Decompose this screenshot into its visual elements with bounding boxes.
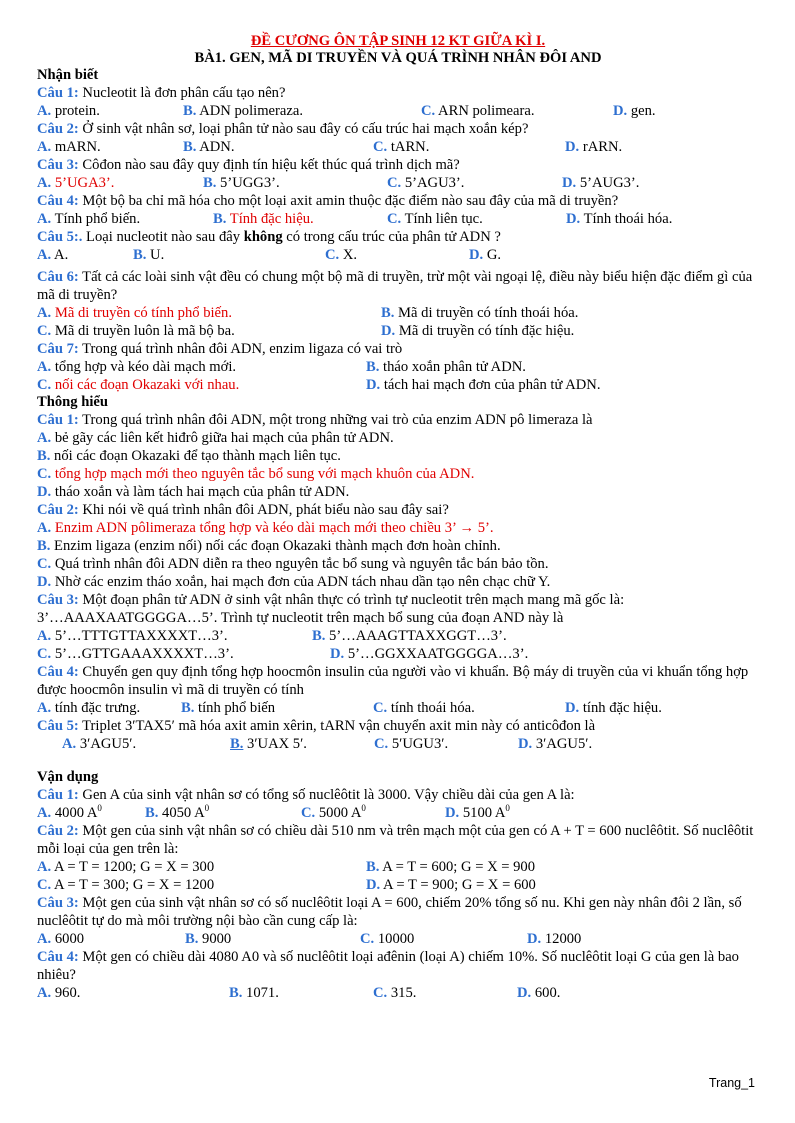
answer-text: 12000 [541, 931, 582, 947]
answer-text: 10000 [374, 931, 415, 947]
answers-vd-2-row2 [37, 876, 759, 894]
answer-text: nối các đoạn Okazaki để tạo thành mạch liên tục. [50, 448, 341, 464]
answer-letter: B. [133, 247, 147, 263]
answer-letter: C. [360, 931, 375, 947]
question-th-5 [37, 717, 759, 735]
answers-nb-6-row1 [37, 304, 759, 322]
question-th-1 [37, 411, 759, 429]
answer-text: 9000 [198, 931, 232, 947]
answer-d [469, 246, 501, 264]
answer-text: 5’AGU3’. [401, 175, 465, 191]
answer-c [325, 246, 469, 264]
answer-d [518, 735, 592, 753]
answer-text: Mã di truyền có tính đặc hiệu. [395, 323, 575, 339]
question-label: Câu 1: [37, 787, 79, 803]
answer-letter: B. [366, 359, 380, 375]
answers-nb-4 [37, 210, 759, 228]
answer-letter: A. [37, 139, 52, 155]
answer-letter: B. [185, 931, 199, 947]
question-label: Câu 5: [37, 718, 79, 734]
question-vd-3 [37, 894, 759, 930]
question-nb-4 [37, 192, 759, 210]
answer-text: 315. [387, 985, 417, 1001]
answer-text: A = T = 900; G = X = 600 [380, 877, 536, 893]
answer-text: Enzim ADN pôlimeraza tổng hợp và kéo dài mạch mới theo chiều 3’ → 5’. [51, 520, 494, 536]
answer-text: X. [339, 247, 358, 263]
answer-b [381, 304, 578, 322]
question-vd-1 [37, 786, 759, 804]
answer-c [37, 645, 330, 663]
answer-a [37, 138, 183, 156]
answer-text: 3′AGU5′. [532, 736, 593, 752]
answer-text: tARN. [387, 139, 430, 155]
question-label: Câu 4: [37, 949, 79, 965]
answer-text: tháo xoắn phân tử ADN. [379, 359, 526, 375]
answer-letter: C. [373, 139, 388, 155]
answer-letter: C. [373, 700, 388, 716]
question-label: Câu 6: [37, 269, 79, 285]
answer-b [312, 627, 507, 645]
answer-letter: B. [366, 859, 380, 875]
answer-letter: A. [37, 931, 52, 947]
answer-letter: A. [37, 985, 52, 1001]
answer-d [527, 930, 581, 948]
question-text: Một bộ ba chỉ mã hóa cho một loại axit amin thuộc đặc điểm nào sau đây của mã di truyền? [78, 193, 619, 209]
answer-a [37, 627, 312, 645]
answer-text: 5000 A [315, 805, 362, 821]
section-nhan-biet: Nhận biết [37, 67, 99, 83]
answer-text: rARN. [579, 139, 623, 155]
answer-text: 5’…GTTGAAAXXXXT…3’. [51, 646, 234, 662]
answer-text: 4050 A [158, 805, 205, 821]
question-text: Khi nói về quá trình nhân đôi ADN, phát biểu nào sau đây sai? [78, 502, 449, 518]
superscript: 0 [361, 803, 366, 814]
answers-vd-4 [37, 984, 759, 1002]
answer-letter: C. [37, 556, 52, 572]
answer-letter: C. [301, 805, 316, 821]
answer-text: gen. [627, 103, 656, 119]
answers-vd-2-row1 [37, 858, 759, 876]
answer-letter: D. [37, 574, 52, 590]
answer-text: ADN polimeraza. [196, 103, 303, 119]
answer-a [62, 735, 230, 753]
answer-text: protein. [51, 103, 100, 119]
question-th-3 [37, 591, 759, 609]
question-text: Một gen của sinh vật nhân sơ có số nuclêôtit loại A = 600, chiếm 20% tổng số nu. Khi gen này nhân đôi 2 lần, số nuclêôtit tự do mà môi trường nội bào cần cung cấp là: [37, 895, 742, 929]
answer-letter: D. [37, 484, 52, 500]
answer-d [562, 174, 639, 192]
question-label: Câu 4: [37, 193, 79, 209]
question-label: Câu 1: [37, 85, 79, 101]
answer-text: Mã di truyền có tính phổ biến. [51, 305, 232, 321]
answer-letter: B. [181, 700, 195, 716]
answers-vd-1 [37, 804, 759, 822]
question-text: Ở sinh vật nhân sơ, loại phân tử nào sau đây có cấu trúc hai mạch xoắn kép? [78, 121, 529, 137]
answer-text: Nhờ các enzim tháo xoắn, hai mạch đơn của ADN tách nhau dần tạo nên chạc chữ Y. [51, 574, 551, 590]
question-label: Câu 3: [37, 592, 79, 608]
answer-text: A = T = 600; G = X = 900 [379, 859, 536, 875]
answer-a [37, 804, 145, 822]
answer-b [133, 246, 325, 264]
answer-letter: B. [312, 628, 326, 644]
answer-text: nối các đoạn Okazaki với nhau. [51, 377, 240, 393]
answer-letter: A. [37, 247, 52, 263]
answer-letter: A. [37, 103, 52, 119]
question-text: Côđon nào sau đây quy định tín hiệu kết thúc quá trình dịch mã? [78, 157, 460, 173]
answers-th-3-row1 [37, 627, 759, 645]
answers-nb-3 [37, 174, 759, 192]
question-label: Câu 2: [37, 502, 79, 518]
answer-c [37, 376, 366, 394]
answers-vd-3 [37, 930, 759, 948]
answer-a [37, 358, 366, 376]
answer-text: ADN. [196, 139, 235, 155]
answer-letter: A. [37, 430, 52, 446]
answer-letter: C. [37, 323, 52, 339]
answer-letter: A. [37, 520, 52, 536]
question-th-3-line2: 3’…AAAXAATGGGGA…5’. Trình tự nucleotit trên mạch bổ sung của đoạn AND này là [37, 610, 564, 626]
answer-b [181, 699, 373, 717]
answer-letter: C. [387, 211, 402, 227]
answer-text: Quá trình nhân đôi ADN diễn ra theo nguyên tắc bổ sung và nguyên tắc bán bảo tồn. [51, 556, 549, 572]
answer-letter: D. [518, 736, 533, 752]
answer-text: Mã di truyền luôn là mã bộ ba. [51, 323, 235, 339]
answer-d [613, 102, 656, 120]
answer-letter: A. [37, 211, 52, 227]
document-title: ĐỀ CƯƠNG ÔN TẬP SINH 12 KT GIỮA KÌ I. [250, 33, 546, 49]
question-nb-1 [37, 84, 759, 102]
answer-text: 5’UGA3’. [51, 175, 115, 191]
answer-a [37, 984, 229, 1002]
answers-nb-6-row2 [37, 322, 759, 340]
answer-text: tách hai mạch đơn của phân tử ADN. [380, 377, 601, 393]
question-text: Loại nucleotit nào sau đây [82, 229, 244, 245]
answer-b [366, 858, 535, 876]
question-text: Một gen có chiều dài 4080 A0 và số nuclêôtit loại ađênin (loại A) chiếm 10%. Số nuclêôtit loại G của gen là bao nhiêu? [37, 949, 739, 983]
section-van-dung: Vận dụng [37, 769, 99, 785]
question-label: Câu 2: [37, 121, 79, 137]
answer-letter: C. [37, 646, 52, 662]
answer-letter: B. [145, 805, 159, 821]
answer-a [37, 519, 759, 537]
answer-a [37, 429, 759, 447]
answer-d [366, 876, 536, 894]
answer-text: A. [51, 247, 69, 263]
answer-text: tổng hợp mạch mới theo nguyên tắc bổ sung với mạch khuôn của ADN. [51, 466, 475, 482]
answer-text: Mã di truyền có tính thoái hóa. [394, 305, 579, 321]
answer-a [37, 246, 133, 264]
document-subtitle: BÀ1. GEN, MÃ DI TRUYỀN VÀ QUÁ TRÌNH NHÂN ĐÔI AND [194, 50, 602, 66]
answers-th-3-row2 [37, 645, 759, 663]
question-nb-6 [37, 268, 759, 304]
answer-letter: C. [387, 175, 402, 191]
answers-nb-7-row2 [37, 376, 759, 394]
question-th-4 [37, 663, 759, 699]
answer-text: G. [483, 247, 502, 263]
answer-d [517, 984, 560, 1002]
answer-c [301, 804, 445, 822]
answers-th-4 [37, 699, 759, 717]
answer-a [37, 210, 213, 228]
answer-c [387, 174, 562, 192]
answer-b [229, 984, 373, 1002]
answer-letter: A. [37, 359, 52, 375]
answer-d [566, 210, 672, 228]
answer-b [183, 138, 373, 156]
answer-text: 1071. [242, 985, 279, 1001]
answer-a [37, 304, 381, 322]
question-label: Câu 2: [37, 823, 79, 839]
question-label: Câu 5:. [37, 229, 83, 245]
answer-b [37, 537, 759, 555]
answer-b [37, 447, 759, 465]
answer-d [37, 573, 759, 591]
answer-letter: D. [527, 931, 542, 947]
answer-a [37, 699, 181, 717]
question-text: Trong quá trình nhân đôi ADN, một trong những vai trò của enzim ADN pô limeraza là [78, 412, 593, 428]
question-label: Câu 3: [37, 157, 79, 173]
answer-letter: D. [366, 377, 381, 393]
answer-c [373, 984, 517, 1002]
question-vd-4 [37, 948, 759, 984]
superscript: 0 [97, 803, 102, 814]
answer-c [360, 930, 527, 948]
answer-text: tính đặc hiệu. [579, 700, 662, 716]
question-vd-2 [37, 822, 759, 858]
question-th-2 [37, 501, 759, 519]
answer-text: tính phổ biến [194, 700, 276, 716]
answer-letter: B. [230, 736, 244, 752]
answer-text: Tính đặc hiệu. [226, 211, 314, 227]
answer-c [37, 465, 759, 483]
answer-letter: D. [565, 700, 580, 716]
answer-text: tính đặc trưng. [51, 700, 141, 716]
answer-text: tính thoái hóa. [387, 700, 475, 716]
answer-letter: C. [374, 736, 389, 752]
answer-text: Enzim ligaza (enzim nối) nối các đoạn Okazaki thành mạch đơn hoàn chỉnh. [50, 538, 501, 554]
answer-text: tổng hợp và kéo dài mạch mới. [51, 359, 237, 375]
answers-nb-5 [37, 246, 759, 264]
answer-d [565, 699, 662, 717]
answer-letter: D. [613, 103, 628, 119]
answer-b [230, 735, 374, 753]
answer-letter: A. [37, 175, 52, 191]
superscript: 0 [505, 803, 510, 814]
answer-letter: C. [37, 466, 52, 482]
question-label: Câu 7: [37, 341, 79, 357]
answer-letter: D. [469, 247, 484, 263]
answer-letter: B. [229, 985, 243, 1001]
question-label: Câu 1: [37, 412, 79, 428]
answer-text: Tính phổ biến. [51, 211, 141, 227]
answer-c [37, 555, 759, 573]
question-text-end: có trong cấu trúc của phân tử ADN ? [282, 229, 501, 245]
answer-letter: B. [183, 139, 197, 155]
answer-letter: A. [37, 859, 52, 875]
answer-letter: A. [37, 305, 52, 321]
answer-c [387, 210, 566, 228]
question-text: Một gen của sinh vật nhân sơ có chiều dài 510 nm và trên mạch một của gen có A + T = 600 nuclêôtit. Số nuclêôtit mỗi loại của gen trên là: [37, 823, 754, 857]
superscript: 0 [204, 803, 210, 814]
answer-text: 5′UGU3′. [388, 736, 449, 752]
answer-letter: C. [373, 985, 388, 1001]
answer-text: tháo xoắn và làm tách hai mạch của phân tử ADN. [51, 484, 350, 500]
answer-text: 5’…TTTGTTAXXXXT…3’. [51, 628, 228, 644]
answer-d [565, 138, 622, 156]
answer-text: Tính thoái hóa. [580, 211, 673, 227]
answer-letter: B. [203, 175, 217, 191]
answer-letter: D. [565, 139, 580, 155]
answer-c [374, 735, 518, 753]
question-text: Triplet 3′TAX5′ mã hóa axit amin xêrin, tARN vận chuyển axit min này có anticôđon là [78, 718, 596, 734]
answer-letter: B. [213, 211, 227, 227]
answer-letter: B. [37, 538, 51, 554]
answer-c [373, 138, 565, 156]
answer-text: A = T = 300; G = X = 1200 [51, 877, 215, 893]
answer-letter: D. [566, 211, 581, 227]
question-label: Câu 4: [37, 664, 79, 680]
answer-text: 5’AUG3’. [576, 175, 640, 191]
answer-d [330, 645, 528, 663]
answer-text: Tính liên tục. [401, 211, 483, 227]
answer-a [37, 174, 203, 192]
answers-th-5 [37, 735, 759, 753]
answer-letter: D. [381, 323, 396, 339]
answer-b [185, 930, 360, 948]
answer-letter: C. [37, 377, 52, 393]
answer-letter: A. [62, 736, 77, 752]
answer-letter: C. [421, 103, 436, 119]
answer-letter: D. [445, 805, 460, 821]
answer-text: 5’…AAAGTTAXXGGT…3’. [325, 628, 507, 644]
answer-text: mARN. [51, 139, 101, 155]
answer-letter: B. [381, 305, 395, 321]
answer-d [37, 483, 759, 501]
question-nb-2 [37, 120, 759, 138]
answer-text: 960. [51, 985, 81, 1001]
answer-text: 3′UAX 5′. [243, 736, 307, 752]
answer-letter: D. [517, 985, 532, 1001]
answers-nb-2 [37, 138, 759, 156]
answer-b [213, 210, 387, 228]
answer-text: 6000 [51, 931, 85, 947]
question-text: Một đoạn phân tử ADN ở sinh vật nhân thực có trình tự nucleotit trên mạch mang mã gốc là: [78, 592, 625, 608]
document-page [37, 33, 759, 1002]
answer-d [366, 376, 600, 394]
answer-letter: D. [562, 175, 577, 191]
answer-text: bẻ gãy các liên kết hiđrô giữa hai mạch của phân tử ADN. [51, 430, 394, 446]
answer-b [203, 174, 387, 192]
answer-text: ARN polimeara. [435, 103, 535, 119]
question-nb-7 [37, 340, 759, 358]
answer-letter: C. [325, 247, 340, 263]
answer-text: 3′AGU5′. [76, 736, 137, 752]
answer-text: 5100 A [459, 805, 506, 821]
answer-a [37, 102, 183, 120]
answer-text: 5’…GGXXAATGGGGA…3’. [344, 646, 529, 662]
question-emphasis: không [243, 229, 283, 245]
question-nb-3 [37, 156, 759, 174]
answer-c [421, 102, 613, 120]
question-text: Trong quá trình nhân đôi ADN, enzim ligaza có vai trò [78, 341, 403, 357]
answer-text: 5’UGG3’. [216, 175, 280, 191]
answer-a [37, 930, 185, 948]
answer-letter: A. [37, 805, 52, 821]
answer-letter: D. [330, 646, 345, 662]
answer-b [366, 358, 526, 376]
question-text: Chuyển gen quy định tổng hợp hoocmôn insulin của người vào vi khuẩn. Bộ máy di truyền của vi khuẩn tổng hợp được hoocmôn insulin vì mã di truyền có tính [37, 664, 749, 698]
answer-text: A = T = 1200; G = X = 300 [51, 859, 215, 875]
answer-c [37, 322, 381, 340]
answer-letter: B. [183, 103, 197, 119]
answer-letter: A. [37, 700, 52, 716]
question-nb-5 [37, 228, 759, 246]
answer-a [37, 858, 366, 876]
question-text: Tất cả các loài sinh vật đều có chung một bộ mã di truyền, trừ một vài ngoại lệ, điều này biểu hiện đặc điểm gì của mã di truyền? [37, 269, 753, 303]
answer-b [183, 102, 421, 120]
answer-b [145, 804, 301, 822]
answers-nb-7-row1 [37, 358, 759, 376]
question-text: Nucleotit là đơn phân cấu tạo nên? [78, 85, 286, 101]
question-label: Câu 3: [37, 895, 79, 911]
answer-d [381, 322, 574, 340]
answers-nb-1 [37, 102, 759, 120]
answer-letter: B. [37, 448, 51, 464]
answer-c [37, 876, 366, 894]
answer-letter: C. [37, 877, 52, 893]
section-thong-hieu: Thông hiểu [37, 394, 108, 410]
answer-d [445, 804, 510, 822]
answer-text: 4000 A [51, 805, 98, 821]
answer-letter: D. [366, 877, 381, 893]
answer-c [373, 699, 565, 717]
answer-text: 600. [531, 985, 561, 1001]
question-text: Gen A của sinh vật nhân sơ có tổng số nuclêôtit là 3000. Vậy chiều dài của gen A là: [78, 787, 575, 803]
answer-text: U. [146, 247, 165, 263]
answer-letter: A. [37, 628, 52, 644]
page-number: Trang_1 [708, 1076, 755, 1090]
